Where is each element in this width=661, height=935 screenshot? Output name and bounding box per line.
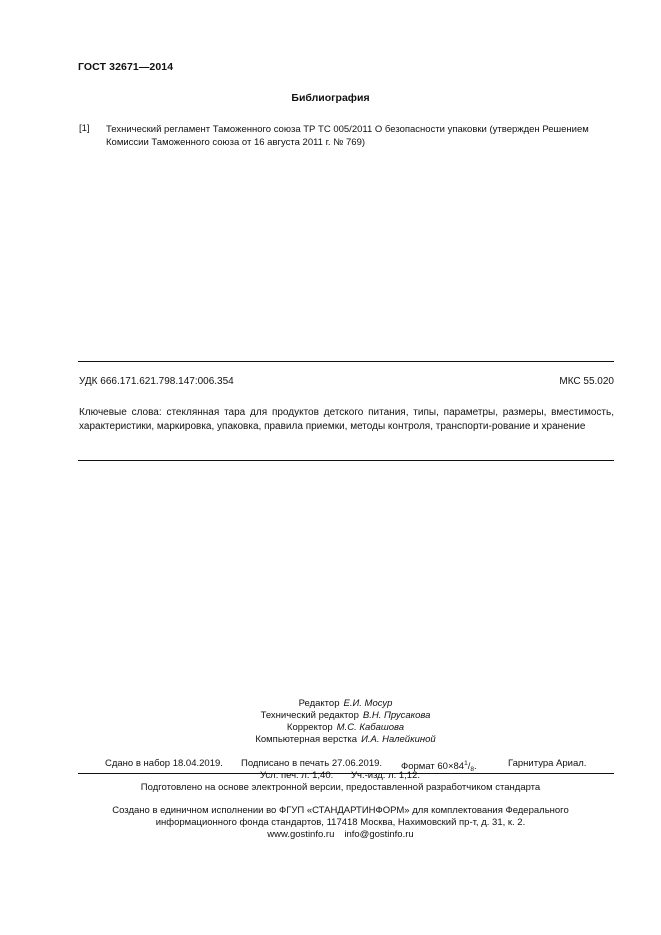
imprint-format: Формат $60\times 84^1/_8$.: [401, 760, 477, 773]
divider-middle: [78, 460, 614, 461]
divider-bottom: [78, 773, 614, 774]
imprint-signed: Подписано в печать 27.06.2019.: [241, 758, 383, 769]
udk-code: УДК 666.171.621.798.147:006.354: [79, 376, 234, 387]
credit-name: Е.И. Мосур: [343, 698, 393, 709]
footer-contacts: [0, 828, 661, 841]
format-numerator: 1: [464, 760, 468, 767]
standard-number: ГОСТ 32671—2014: [78, 61, 174, 73]
bibliography-title: Библиография: [291, 92, 370, 104]
mks-code: МКС 55.020: [559, 376, 614, 387]
bibliography-item-text: Технический регламент Таможенного союза ТР ТС 005/2011 О безопасности упаковки (утвержден Решением Комиссии Таможенного союза от 16 августа 2011 г. № 769): [106, 124, 589, 148]
credit-name: И.А. Налейкиной: [361, 734, 436, 745]
imprint-typeface: Гарнитура Ариал.: [508, 758, 587, 769]
format-suffix: .: [473, 761, 477, 772]
bibliography-item-number: [1]: [79, 123, 90, 134]
credit-layout: [0, 733, 661, 746]
keywords: Ключевые слова: стеклянная тара для продуктов детского питания, типы, параметры, размеры, вместимость, характеристики, маркировка, упаковка, правила приемки, методы контроля, транспорти-рование и хранение: [79, 407, 614, 432]
imprint-prepared: Подготовлено на основе электронной версии, предоставленной разработчиком стандарта: [140, 782, 541, 793]
credit-role: Компьютерная верстка: [255, 734, 358, 745]
imprint-pub-sheets: Уч.-изд. л. 1,12.: [351, 770, 421, 781]
credit-role: Технический редактор: [260, 710, 359, 721]
footer-line-2: информационного фонда стандартов, 117418 Москва, Нахимовский пр-т, д. 31, к. 2.: [155, 817, 526, 828]
credit-name: М.С. Кабашова: [336, 722, 405, 733]
imprint-sent: Сдано в набор 18.04.2019.: [105, 758, 223, 769]
footer-line-1: Создано в единичном исполнении во ФГУП «СТАНДАРТИНФОРМ» для комплектования Федерального: [112, 805, 569, 816]
imprint-print-sheets: Усл. печ. л. 1,40.: [260, 770, 334, 781]
footer-email-link[interactable]: info@gostinfo.ru: [344, 829, 414, 840]
footer-site-link[interactable]: www.gostinfo.ru: [267, 829, 335, 840]
format-prefix: Формат 60×84: [401, 761, 465, 772]
credit-role: Корректор: [286, 722, 333, 733]
credit-role: Редактор: [298, 698, 340, 709]
credit-name: В.Н. Прусакова: [362, 710, 431, 721]
divider-top: [78, 361, 614, 362]
format-denominator: 8: [470, 766, 474, 773]
